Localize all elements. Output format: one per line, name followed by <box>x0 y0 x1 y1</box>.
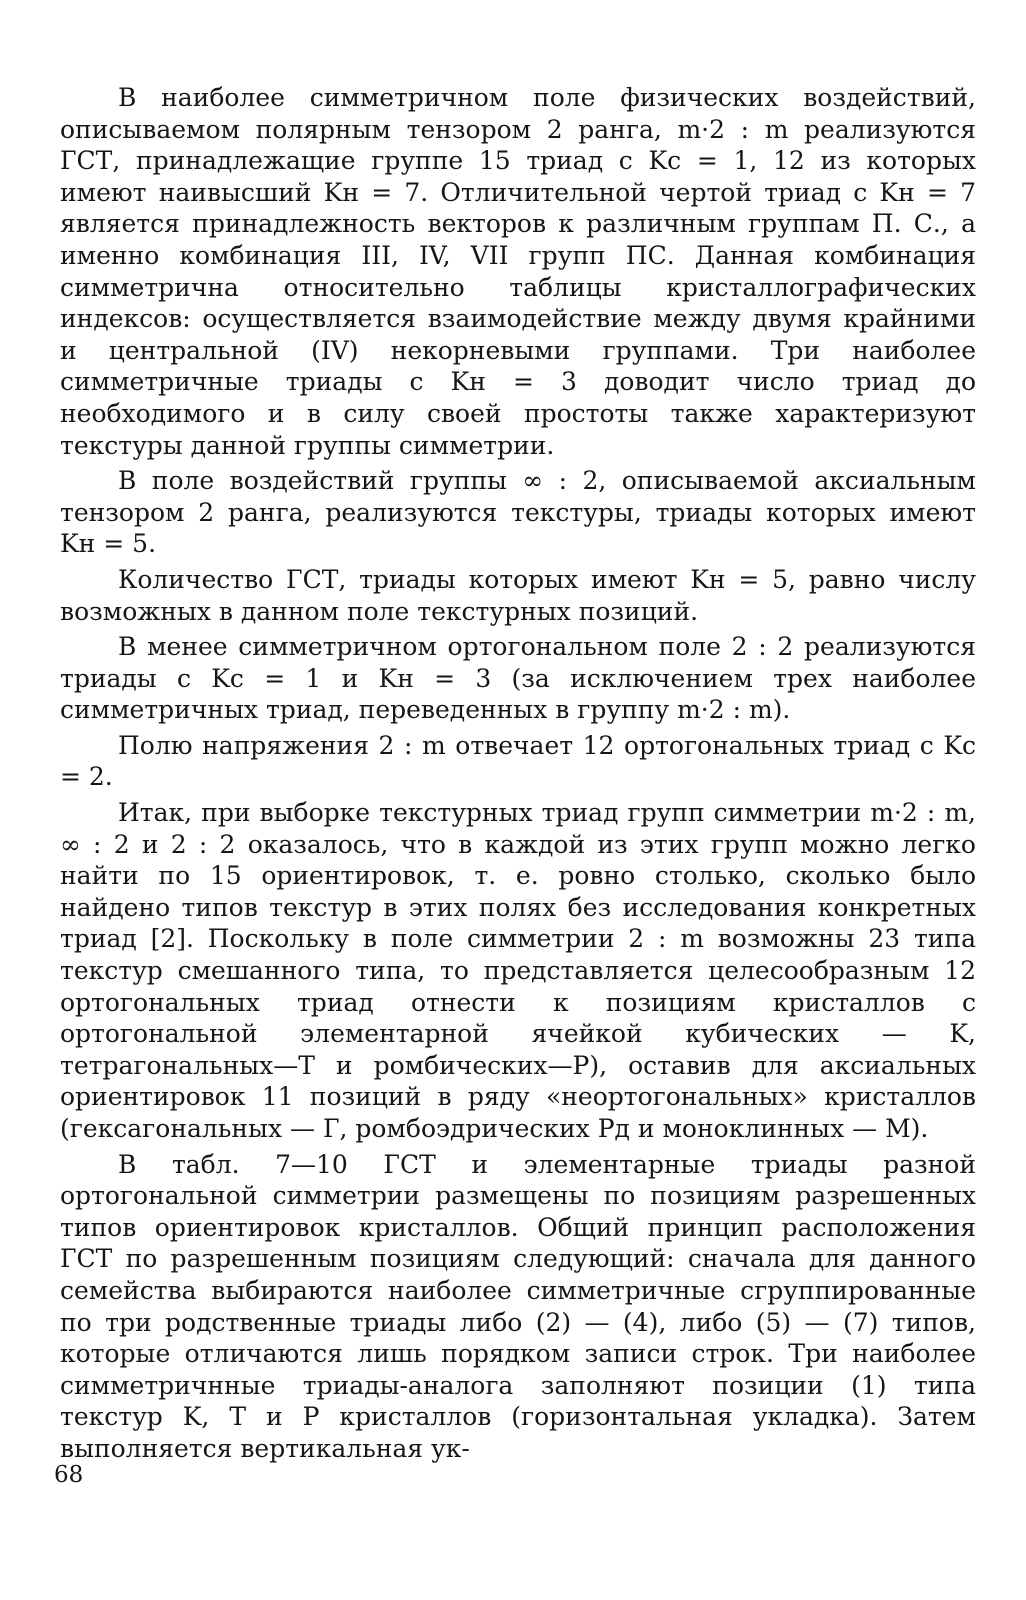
paragraph-7: В табл. 7—10 ГСТ и элементарные триады разной ортогональной симметрии размещены по позициям разрешенных типов ориентировок кристаллов. Общий принцип расположения ГСТ по разрешенным позициям следующий: сначала для данного семейства выбираются наиболее симметричные сгруппированные по три родственные триады либо (2) — (4), либо (5) — (7) типов, которые отличаются лишь порядком записи строк. Три наиболее симметричнные триады-аналога заполняют позиции (1) типа текстур K, T и P кристаллов (горизонтальная укладка). Затем выполняется вертикальная ук- <box>60 1149 976 1463</box>
page-body <box>60 82 976 1469</box>
paragraph-5: Полю напряжения 2 : m отвечает 12 ортогональных триад с Kс = 2. <box>60 730 976 792</box>
paragraph-4: В менее симметричном ортогональном поле 2 : 2 реализуются триады с Kс = 1 и Kн = 3 (за исключением трех наиболее симметричных триад, переведенных в группу m·2 : m). <box>60 632 976 725</box>
paragraph-2: В поле воздействий группы ∞ : 2, описываемой аксиальным тензором 2 ранга, реализуются текстуры, триады которых имеют Kн = 5. <box>60 466 976 559</box>
page-number: 68 <box>54 1462 84 1488</box>
paragraph-6: Итак, при выборке текстурных триад групп симметрии m·2 : m, ∞ : 2 и 2 : 2 оказалось, что в каждой из этих групп можно легко найти по 15 ориентировок, т. е. ровно столько, сколько было найдено типов текстур в этих полях без исследования конкретных триад [2]. Поскольку в поле симметрии 2 : m возможны 23 типа текстур смешанного типа, то представляется целесообразным 12 ортогональных триад отнести к позициям кристаллов с ортогональной элементарной ячейкой кубических — K, тетрагональных—T и ромбических—P), оставив для аксиальных ориентировок 11 позиций в ряду «неортогональных» кристаллов (гексагональных — Г, ромбоэдрических Рд и моноклинных — М). <box>60 798 976 1143</box>
paragraph-3: Количество ГСТ, триады которых имеют Kн = 5, равно числу возможных в данном поле текстурных позиций. <box>60 564 976 626</box>
paragraph-1: В наиболее симметричном поле физических воздействий, описываемом полярным тензором 2 ранга, m·2 : m реализуются ГСТ, принадлежащие группе 15 триад с Kс = 1, 12 из которых имеют наивысший Kн = 7. Отличительной чертой триад с Kн = 7 является принадлежность векторов к различным группам П. С., а именно комбинация III, IV, VII групп ПС. Данная комбинация симметрична относительно таблицы кристаллографических индексов: осуществляется взаимодействие между двумя крайними и центральной (IV) некорневыми группами. Три наиболее симметричные триады с Kн = 3 доводит число триад до необходимого и в силу своей простоты также характеризуют текстуры данной группы симметрии. <box>60 83 976 460</box>
